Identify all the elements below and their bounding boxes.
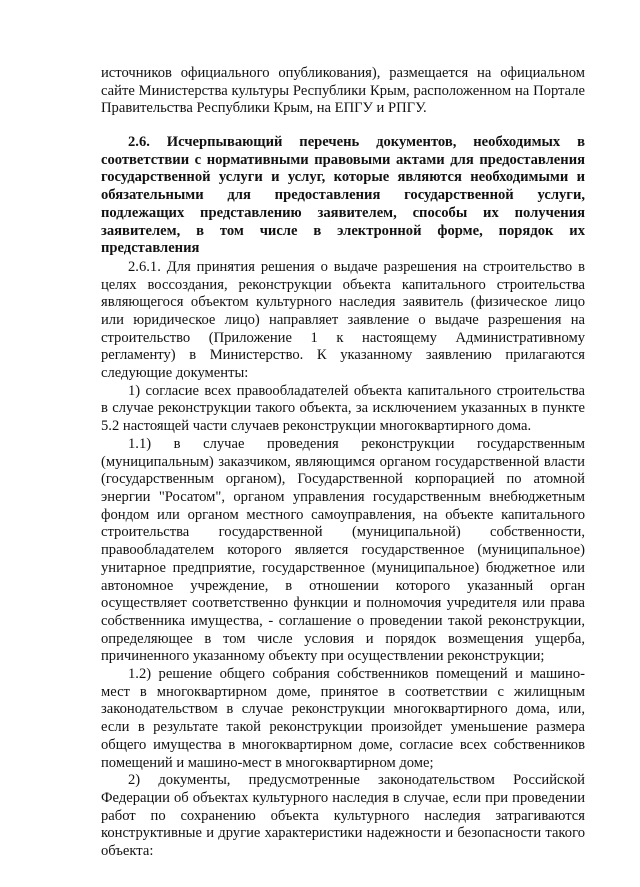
list-item-line: объекта:: [101, 843, 154, 859]
list-item-line: фондом или органом местного самоуправления, на объекте капитального: [101, 506, 585, 523]
list-item-line: помещений и машино-мест в многоквартирном доме;: [101, 754, 434, 771]
section-heading-line: представления: [101, 240, 200, 257]
list-item-line: 1.1) в случае проведения реконструкции государственным: [128, 435, 585, 452]
paragraph-line: являющегося объектом культурного наследия заявитель (физическое лицо: [101, 294, 585, 311]
list-item-line: автономное учреждение, в отношении которого указанный орган: [101, 577, 585, 594]
list-item-line: унитарное предприятие, государственное (муниципальное) бюджетное или: [101, 559, 585, 576]
paragraph-line: целях воссоздания, реконструкции объекта капитального строительства: [101, 276, 585, 293]
list-item-line: строительства государственной (муниципальной) собственности,: [101, 524, 585, 541]
section-heading-line: заявителем, в том числе в электронной форме, порядок их: [101, 222, 585, 239]
list-item-line: собственника имущества, - соглашение о проведении такой реконструкции,: [101, 612, 585, 629]
list-item-line: Федерации об объектах культурного наследия в случае, если при проведении: [101, 789, 585, 806]
paragraph-line: строительство (Приложение 1 к настоящему Административному: [101, 329, 585, 346]
list-item-line: (государственным органом), Государственной корпорацией по атомной: [101, 471, 585, 488]
list-item-line: законодательством в случае реконструкции многоквартирного дома, или,: [101, 701, 585, 718]
list-item-line: правообладателем которого является государственное (муниципальное): [101, 542, 585, 558]
list-item-line: 1.2) решение общего собрания собственников помещений и машино-: [128, 666, 585, 682]
section-heading-line: подлежащих представлению заявителем, способы их получения: [101, 204, 585, 221]
list-item-line: если в результате такой реконструкции произойдет уменьшение размера: [101, 719, 585, 736]
section-heading-line: соответствии с нормативными правовыми актами для предоставления: [101, 151, 585, 168]
paragraph-line: или юридическое лицо) направляет заявление о выдаче разрешения на: [101, 311, 585, 328]
list-item-line: причиненного указанному объекту при осуществлении реконструкции;: [101, 648, 545, 665]
list-item-line: 1) согласие всех правообладателей объекта капитального строительства: [128, 382, 585, 399]
section-heading-line: государственной услуги и услуг, которые являются необходимыми и: [101, 169, 585, 186]
list-item-line: общего имущества в многоквартирном доме, согласие всех собственников: [101, 736, 585, 753]
intro-line: Правительства Республики Крым, на ЕПГУ и РПГУ.: [101, 100, 427, 117]
paragraph-line: следующие документы:: [101, 365, 249, 381]
intro-line: сайте Министерства культуры Республики Крым, расположенном на Портале: [101, 82, 585, 99]
list-item-line: энергии "Росатом", органом управления государственным внебюджетным: [101, 488, 585, 505]
list-item-line: конструктивные и другие характеристики надежности и безопасности такого: [101, 825, 585, 842]
list-item-line: 2) документы, предусмотренные законодательством Российской: [128, 772, 585, 789]
list-item-line: осуществляет соответственно функции и полномочия учредителя или права: [101, 595, 585, 612]
list-item-line: определяющее в том числе условия и порядок возмещения ущерба,: [101, 630, 585, 647]
section-heading-line: 2.6. Исчерпывающий перечень документов, необходимых в: [128, 133, 585, 150]
list-item-line: 5.2 настоящей части случаев реконструкции многоквартирного дома.: [101, 418, 532, 435]
section-heading-line: обязательными для предоставления государственной услуги,: [101, 187, 585, 204]
paragraph-line: регламенту) в Министерство. К указанному заявлению прилагаются: [101, 347, 585, 364]
list-item-line: мест в многоквартирном доме, принятое в соответствии с жилищным: [101, 683, 585, 700]
paragraph-line: 2.6.1. Для принятия решения о выдаче разрешения на строительство в: [128, 258, 585, 275]
list-item-line: в случае реконструкции такого объекта, за исключением указанных в пункте: [101, 400, 585, 417]
list-item-line: (муниципальным) заказчиком, являющимся органом государственной власти: [101, 453, 585, 470]
intro-line: источников официального опубликования), размещается на официальном: [101, 65, 585, 81]
list-item-line: работ по сохранению объекта культурного наследия затрагиваются: [101, 807, 585, 824]
